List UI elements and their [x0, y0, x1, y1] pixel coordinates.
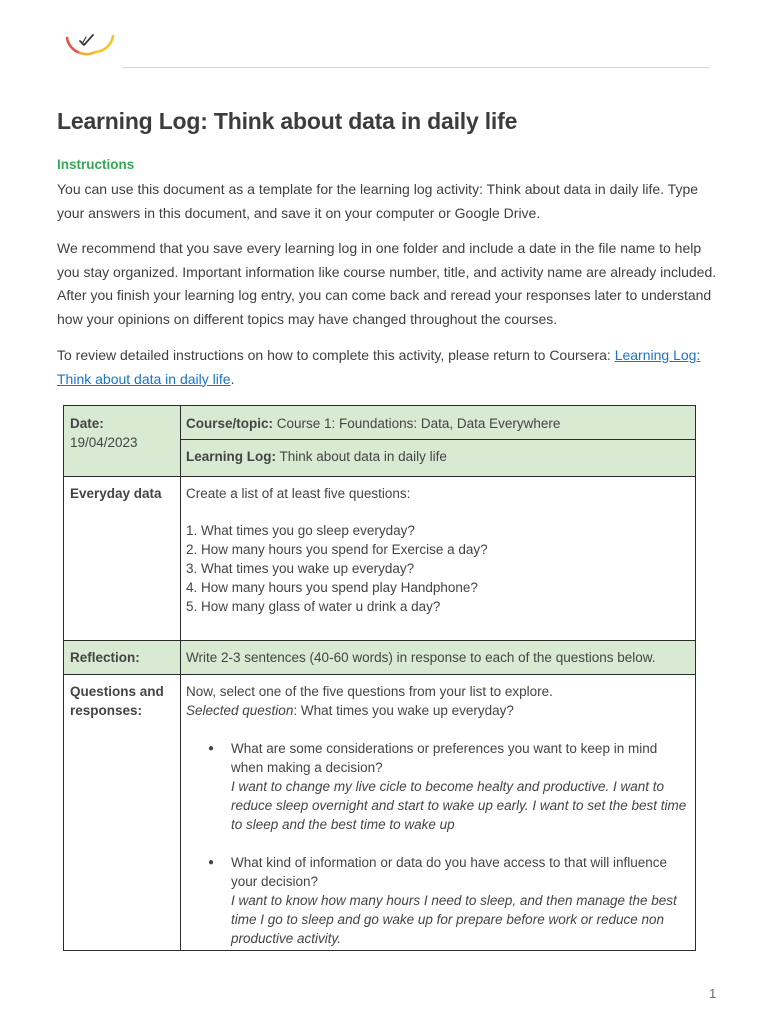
bullet-icon: ● — [208, 743, 215, 754]
response-list — [186, 739, 689, 948]
table-divider — [64, 674, 695, 675]
instructions-paragraph-3 — [57, 344, 717, 391]
date-value: 19/04/2023 — [70, 435, 138, 450]
paragraph-3-end: . — [230, 370, 235, 387]
date-cell — [64, 406, 180, 476]
bullet-1-question: What are some considerations or preferences you want to keep in mind when making a decision? — [231, 741, 658, 775]
bullet-2-question: What kind of information or data do you have access to that will influence your decision? — [231, 855, 667, 889]
learning-log-cell — [180, 439, 695, 476]
questions-responses-label-cell — [64, 674, 180, 950]
table-divider — [64, 476, 695, 477]
questions-responses-label: Questions and responses: — [70, 684, 164, 718]
coursera-learning-log-link[interactable]: Learning Log: Think about data in daily life — [57, 347, 701, 387]
everyday-data-label-cell — [64, 476, 180, 640]
table-divider-vertical — [180, 406, 181, 950]
instructions-paragraph-1: You can use this document as a template for the learning log activity: Think about data in daily life. Type your answers in this document, and save it on your computer or Google Drive. — [57, 181, 699, 221]
reflection-content-cell — [180, 640, 695, 674]
page-number: 1 — [709, 986, 717, 1001]
instructions-heading: Instructions — [57, 157, 135, 172]
everyday-data-intro: Create a list of at least five questions: — [186, 486, 411, 501]
question-item: 4. How many hours you spend play Handphone? — [186, 580, 478, 595]
selected-question-label: Selected question — [186, 703, 294, 718]
bullet-icon: ● — [208, 857, 215, 868]
table-divider — [180, 439, 695, 440]
logo-icon — [62, 26, 118, 60]
question-item: 2. How many hours you spend for Exercise a day? — [186, 542, 488, 557]
course-topic-value: Course 1: Foundations: Data, Data Everywhere — [273, 416, 561, 431]
list-item — [186, 853, 689, 948]
document-title: Learning Log: Think about data in daily life — [57, 108, 518, 134]
reflection-label-cell — [64, 640, 180, 674]
selected-question — [186, 701, 689, 720]
table-divider — [64, 640, 695, 641]
selected-question-value: : What times you wake up everyday? — [293, 703, 514, 718]
course-topic-cell — [180, 406, 695, 439]
everyday-data-label: Everyday data — [70, 486, 162, 501]
learning-log-value: Think about data in daily life — [276, 449, 447, 464]
learning-log-table — [63, 405, 696, 951]
reflection-label: Reflection: — [70, 650, 140, 665]
question-item: 5. How many glass of water u drink a day? — [186, 599, 441, 614]
paragraph-3-text: To review detailed instructions on how to complete this activity, please return to Coursera: — [57, 347, 615, 363]
learning-log-label: Learning Log: — [186, 449, 276, 464]
question-item: 1. What times you go sleep everyday? — [186, 523, 415, 538]
everyday-data-content-cell — [180, 476, 695, 640]
qr-intro: Now, select one of the five questions from your list to explore. — [186, 684, 553, 699]
instructions-paragraph-2: We recommend that you save every learning log in one folder and include a date in the file name to help you stay organized. Important information like course number, title, and activity name are already included. After you finish your learning log entry, you can come back and reread your responses later to understand how your opinions on different topics may have changed throughout the courses. — [57, 240, 717, 327]
list-item — [186, 739, 689, 834]
questions-responses-content-cell — [180, 674, 695, 950]
bullet-2-answer: I want to know how many hours I need to sleep, and then manage the best time I go to sleep and go wake up for prepare before work or reduce non productive activity. — [231, 893, 677, 946]
bullet-1-answer: I want to change my live cicle to become healty and productive. I want to reduce sleep overnight and start to wake up early. I want to set the best time to sleep and the best time to wake up — [231, 779, 687, 832]
header-rule — [123, 67, 709, 68]
question-item: 3. What times you wake up everyday? — [186, 561, 415, 576]
reflection-text: Write 2-3 sentences (40-60 words) in response to each of the questions below. — [186, 650, 656, 665]
date-label: Date: — [70, 416, 104, 431]
course-topic-label: Course/topic: — [186, 416, 274, 431]
